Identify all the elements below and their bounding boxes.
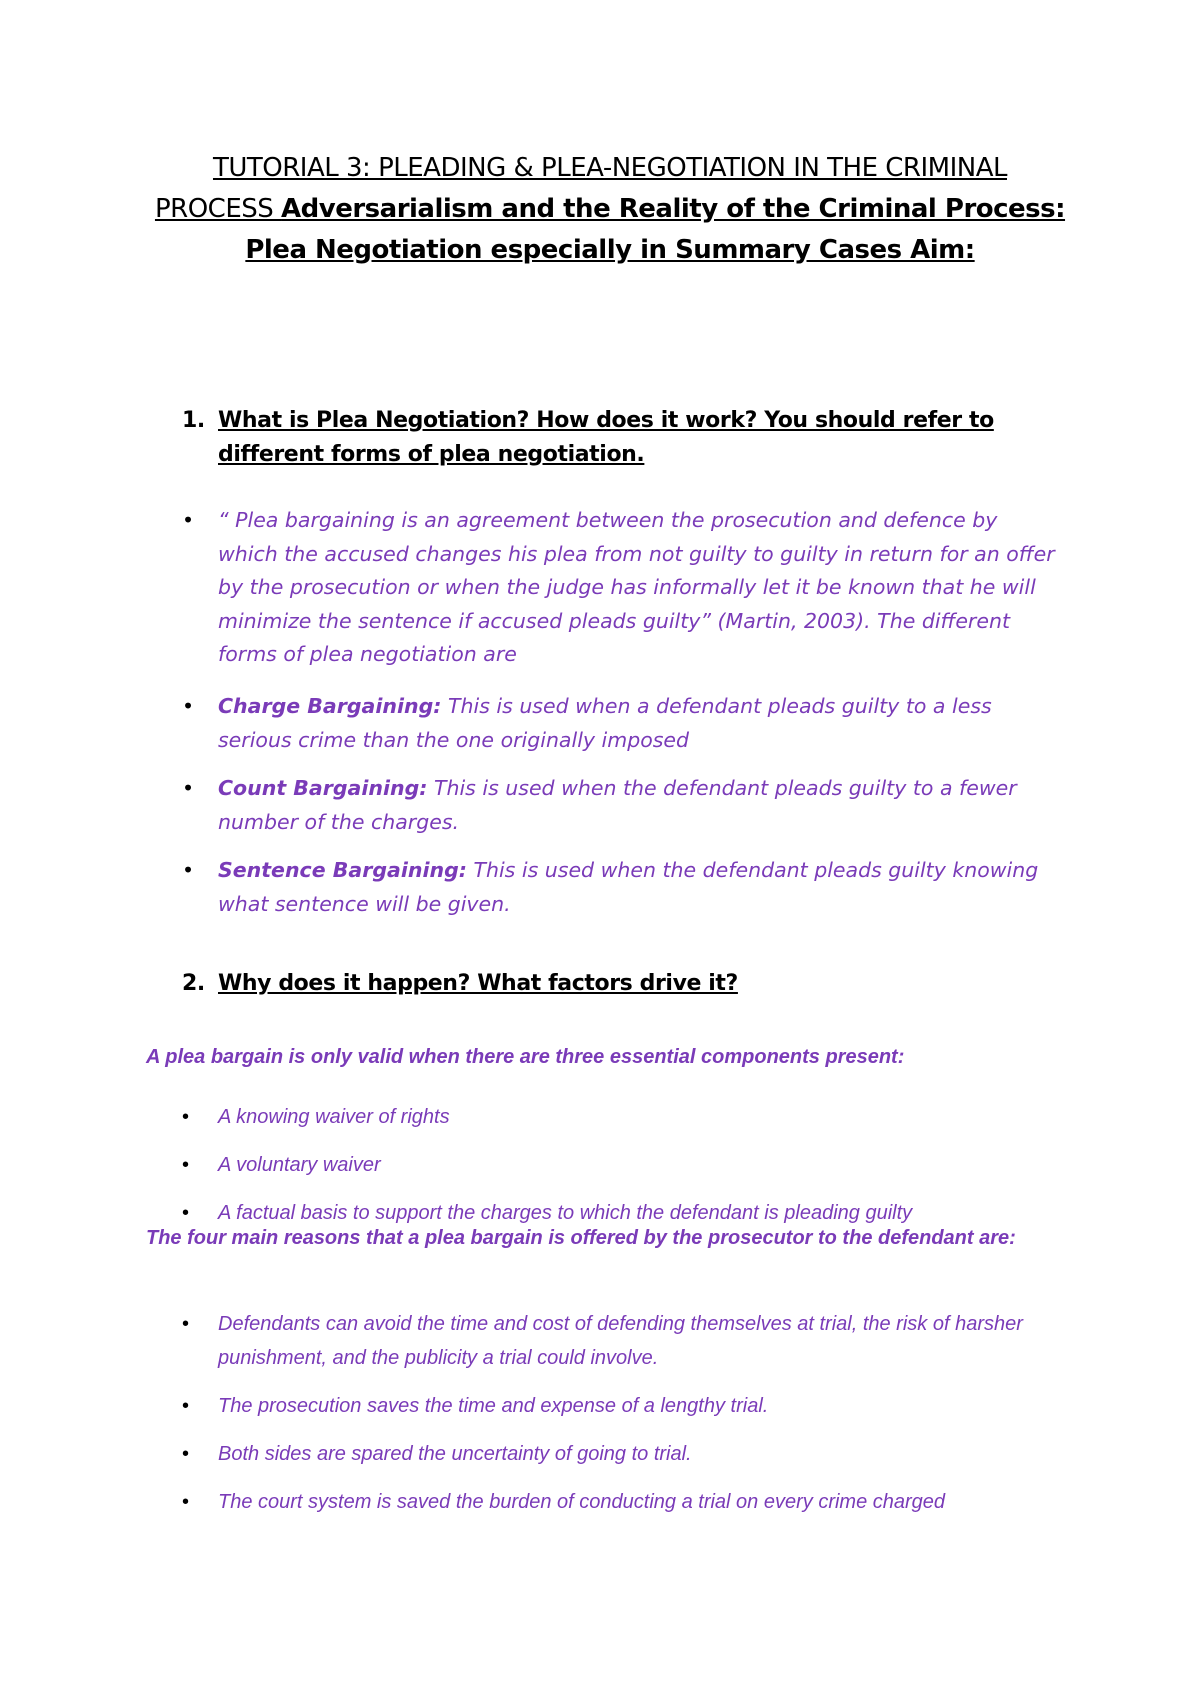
reasons-heading: The four main reasons that a plea bargain is offered by the prosecutor to the defendant are: (146, 1227, 1016, 1249)
component-text: A voluntary waiver (218, 1154, 381, 1176)
list-item (182, 1196, 1062, 1230)
bullet-icon: • (182, 508, 195, 532)
question-1-number: 1. (182, 408, 205, 433)
sentence-bargaining-text: This is used when the defendant pleads guilty knowing what sentence will be given. (218, 858, 1039, 916)
definition-text: “ Plea bargaining is an agreement between the prosecution and defence by which the accused changes his plea from not guilty to guilty in return for an offer by the prosecution or when the judge has informally let it be known that he will minimize the sentence if accused pleads guilty” (Martin, 2003). The different forms of plea negotiation are (218, 508, 1055, 666)
list-item (182, 690, 1062, 757)
reason-text: Defendants can avoid the time and cost of defending themselves at trial, the risk of harsher punishment, and the publicity a trial could involve. (218, 1313, 1023, 1369)
list-item (182, 1485, 1062, 1519)
bullet-icon: • (182, 1313, 190, 1335)
question-1-text-line-1: What is Plea Negotiation? How does it work? You should refer to (218, 408, 994, 433)
question-2-text: Why does it happen? What factors drive it? (218, 971, 738, 996)
list-item (182, 1389, 1062, 1423)
list-item (182, 1437, 1062, 1471)
component-text: A knowing waiver of rights (218, 1106, 450, 1128)
bullet-icon: • (182, 858, 195, 882)
sentence-bargaining-label: Sentence Bargaining: (218, 858, 467, 882)
list-item (182, 1100, 1062, 1134)
bullet-icon: • (182, 694, 195, 718)
bullet-icon: • (182, 1443, 190, 1465)
bullet-icon: • (182, 776, 195, 800)
title-line-3: Plea Negotiation especially in Summary Cases Aim: (245, 235, 975, 265)
list-item (182, 772, 1062, 839)
title-line-2-plain: PROCESS (154, 194, 282, 224)
bullet-icon: • (182, 1202, 190, 1224)
question-1-text-line-2: different forms of plea negotiation. (218, 442, 645, 467)
bullet-icon: • (182, 1395, 190, 1417)
question-2-number: 2. (182, 971, 205, 996)
reason-text: The court system is saved the burden of conducting a trial on every crime charged (218, 1491, 946, 1513)
reason-text: Both sides are spared the uncertainty of going to trial. (218, 1443, 692, 1465)
count-bargaining-text: This is used when the defendant pleads guilty to a fewer number of the charges. (218, 776, 1017, 834)
title-line-1: TUTORIAL 3: PLEADING & PLEA-NEGOTIATION IN THE CRIMINAL (212, 153, 1007, 183)
component-text: A factual basis to support the charges to which the defendant is pleading guilty (218, 1202, 913, 1224)
list-item (182, 1307, 1062, 1375)
charge-bargaining-text: This is used when a defendant pleads guilty to a less serious crime than the one originally imposed (218, 694, 992, 752)
bullet-icon: • (182, 1154, 190, 1176)
components-heading: A plea bargain is only valid when there are three essential components present: (146, 1046, 905, 1068)
charge-bargaining-label: Charge Bargaining: (218, 694, 442, 718)
count-bargaining-label: Count Bargaining: (218, 776, 428, 800)
list-item (182, 504, 1062, 672)
list-item (182, 1148, 1062, 1182)
document-title (150, 148, 1070, 271)
list-item (182, 854, 1062, 921)
bullet-icon: • (182, 1491, 190, 1513)
question-1 (182, 404, 1042, 472)
title-line-2-bold: Adversarialism and the Reality of the Criminal Process: (281, 194, 1066, 224)
bullet-icon: • (182, 1106, 190, 1128)
question-2 (182, 967, 1042, 1001)
reason-text: The prosecution saves the time and expense of a lengthy trial. (218, 1395, 769, 1417)
